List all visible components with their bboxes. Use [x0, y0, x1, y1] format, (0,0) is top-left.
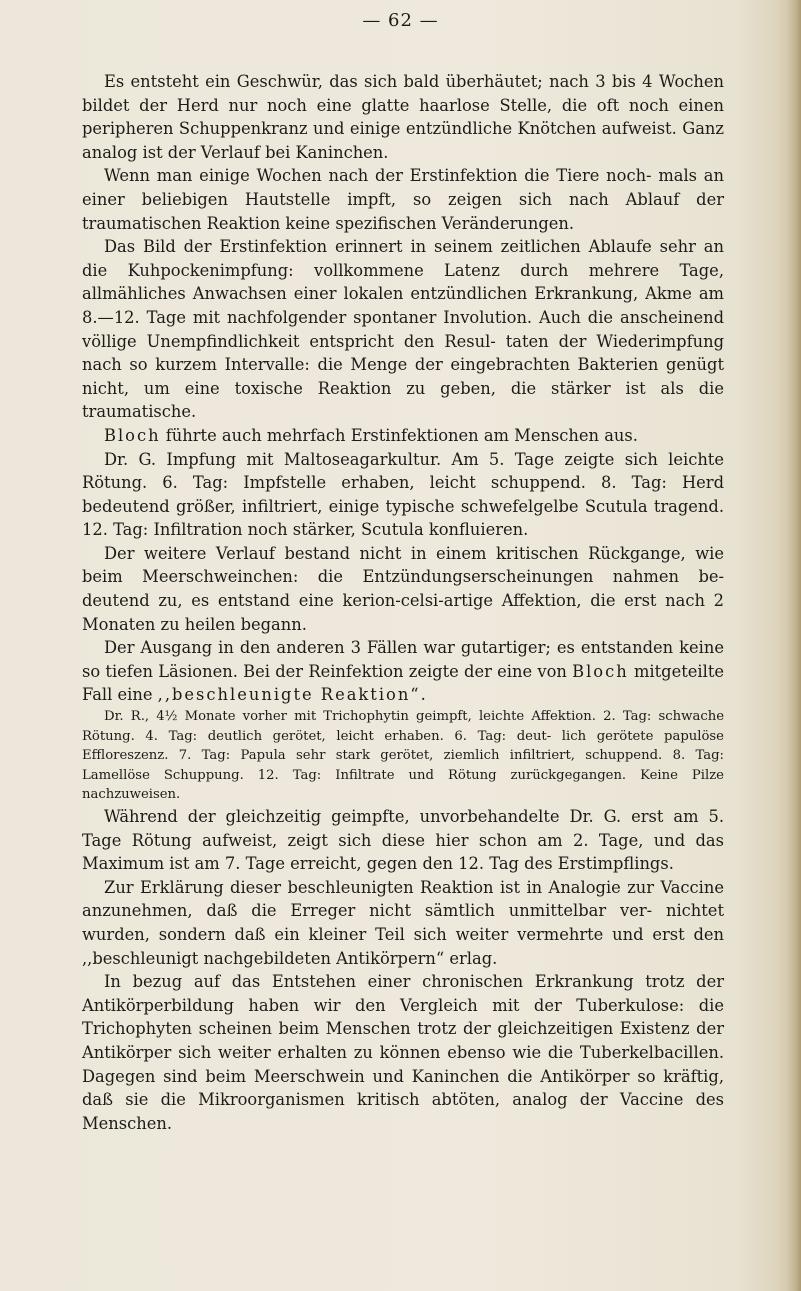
paragraph-4-text: führte auch mehrfach Erstinfektionen am Menschen aus.	[160, 425, 638, 445]
paragraph-7	[82, 636, 724, 707]
paragraph-4	[82, 424, 724, 448]
paragraph-7-mid: mitgeteilte Fall eine	[82, 661, 725, 705]
author-name-spaced: Bloch	[572, 661, 629, 681]
paragraph-10: Zur Erklärung dieser beschleunigten Reaktion ist in Analogie zur Vaccine anzunehmen, daß die Erreger nicht sämtlich unmittelbar ver- nichtet wurden, sondern daß ein kleiner Teil sich weiter vermehrte und erst den ,,beschleunigt nachgebildeten Antikörpern“ erlag.	[82, 877, 724, 968]
paragraph-5: Dr. G. Impfung mit Maltoseagarkultur. Am 5. Tage zeigte sich leichte Rötung. 6. Tag: Impfstelle erhaben, leicht schuppend. 8. Tag: Herd bedeutend größer, infiltriert, einige typische schwefelgelbe Scutula tragend. 12. Tag: Infiltration noch stärker, Scutula konfluieren.	[82, 449, 724, 540]
body-text	[82, 70, 724, 1135]
paragraph-6: Der weitere Verlauf bestand nicht in einem kritischen Rückgange, wie beim Meerschweinchen: die Entzündungserscheinungen nahmen be- deutend zu, es entstand eine kerion-celsi-artige Affektion, die erst nach 2 Monaten zu heilen begann.	[82, 543, 724, 634]
paragraph-2: Wenn man einige Wochen nach der Erstinfektion die Tiere noch- mals an einer beliebigen Hautstelle impft, so zeigen sich nach Ablauf der traumatischen Reaktion keine spezifischen Veränderungen.	[82, 166, 724, 233]
paragraph-3: Das Bild der Erstinfektion erinnert in seinem zeitlichen Ablaufe sehr an die Kuhpockenimpfung: vollkommene Latenz durch mehrere Tage, allmähliches Anwachsen einer lokalen entzündlichen Erkrankung, Akme am 8.—12. Tage mit nachfolgender spontaner Involution. Auch die anscheinend völlige Unempfindlichkeit entspricht den Resul- taten der Wiederimpfung nach so kurzem Intervalle: die Menge der eingebrachten Bakterien genügt nicht, um eine toxische Reaktion zu geben, die stärker ist als die traumatische.	[82, 237, 724, 422]
page-edge-shadow	[787, 0, 801, 1291]
case-report-small-print: Dr. R., 4½ Monate vorher mit Trichophytin geimpft, leichte Affektion. 2. Tag: schwache Rötung. 4. Tag: deutlich gerötet, leicht erhaben. 6. Tag: deut- lich gerötete papulöse Effloreszenz. 7. Tag: Papula sehr stark gerötet, ziemlich infiltriert, schuppend. 8. Tag: Lamellöse Schuppung. 12. Tag: Infiltrate und Rötung zurückgegangen. Keine Pilze nachzuweisen.	[82, 709, 724, 803]
paragraph-7-lead: Der Ausgang in den anderen 3 Fällen war gutartiger; es entstanden keine so tiefen Läsionen. Bei der Reinfektion zeigte der eine von	[82, 638, 724, 681]
paragraph-9: Während der gleichzeitig geimpfte, unvorbehandelte Dr. G. erst am 5. Tage Rötung aufweist, zeigt sich diese hier schon am 2. Tage, und das Maximum ist am 7. Tage erreicht, gegen den 12. Tag des Erstimpflings.	[82, 807, 724, 874]
author-name-spaced: Bloch	[104, 425, 161, 445]
paragraph-11: In bezug auf das Entstehen einer chronischen Erkrankung trotz der Antikörperbildung haben wir den Vergleich mit der Tuberkulose: die Trichophyten scheinen beim Menschen trotz der gleichzeitigen Existenz der Antikörper sich weiter erhalten zu können ebenso wie die Tuberkelbacillen. Dagegen sind beim Meerschwein und Kaninchen die Antikörper so kräftig, daß sie die Mikroorganismen kritisch abtöten, analog der Vaccine des Menschen.	[82, 972, 724, 1133]
quoted-term-spaced: ,,beschleunigte Reaktion“.	[157, 685, 428, 705]
page-number: — 62 —	[362, 10, 439, 31]
paragraph-1: Es entsteht ein Geschwür, das sich bald überhäutet; nach 3 bis 4 Wochen bildet der Herd nur noch eine glatte haarlose Stelle, die oft noch einen peripheren Schuppenkranz und einige entzündliche Knötchen aufweist. Ganz analog ist der Verlauf bei Kaninchen.	[82, 72, 724, 162]
